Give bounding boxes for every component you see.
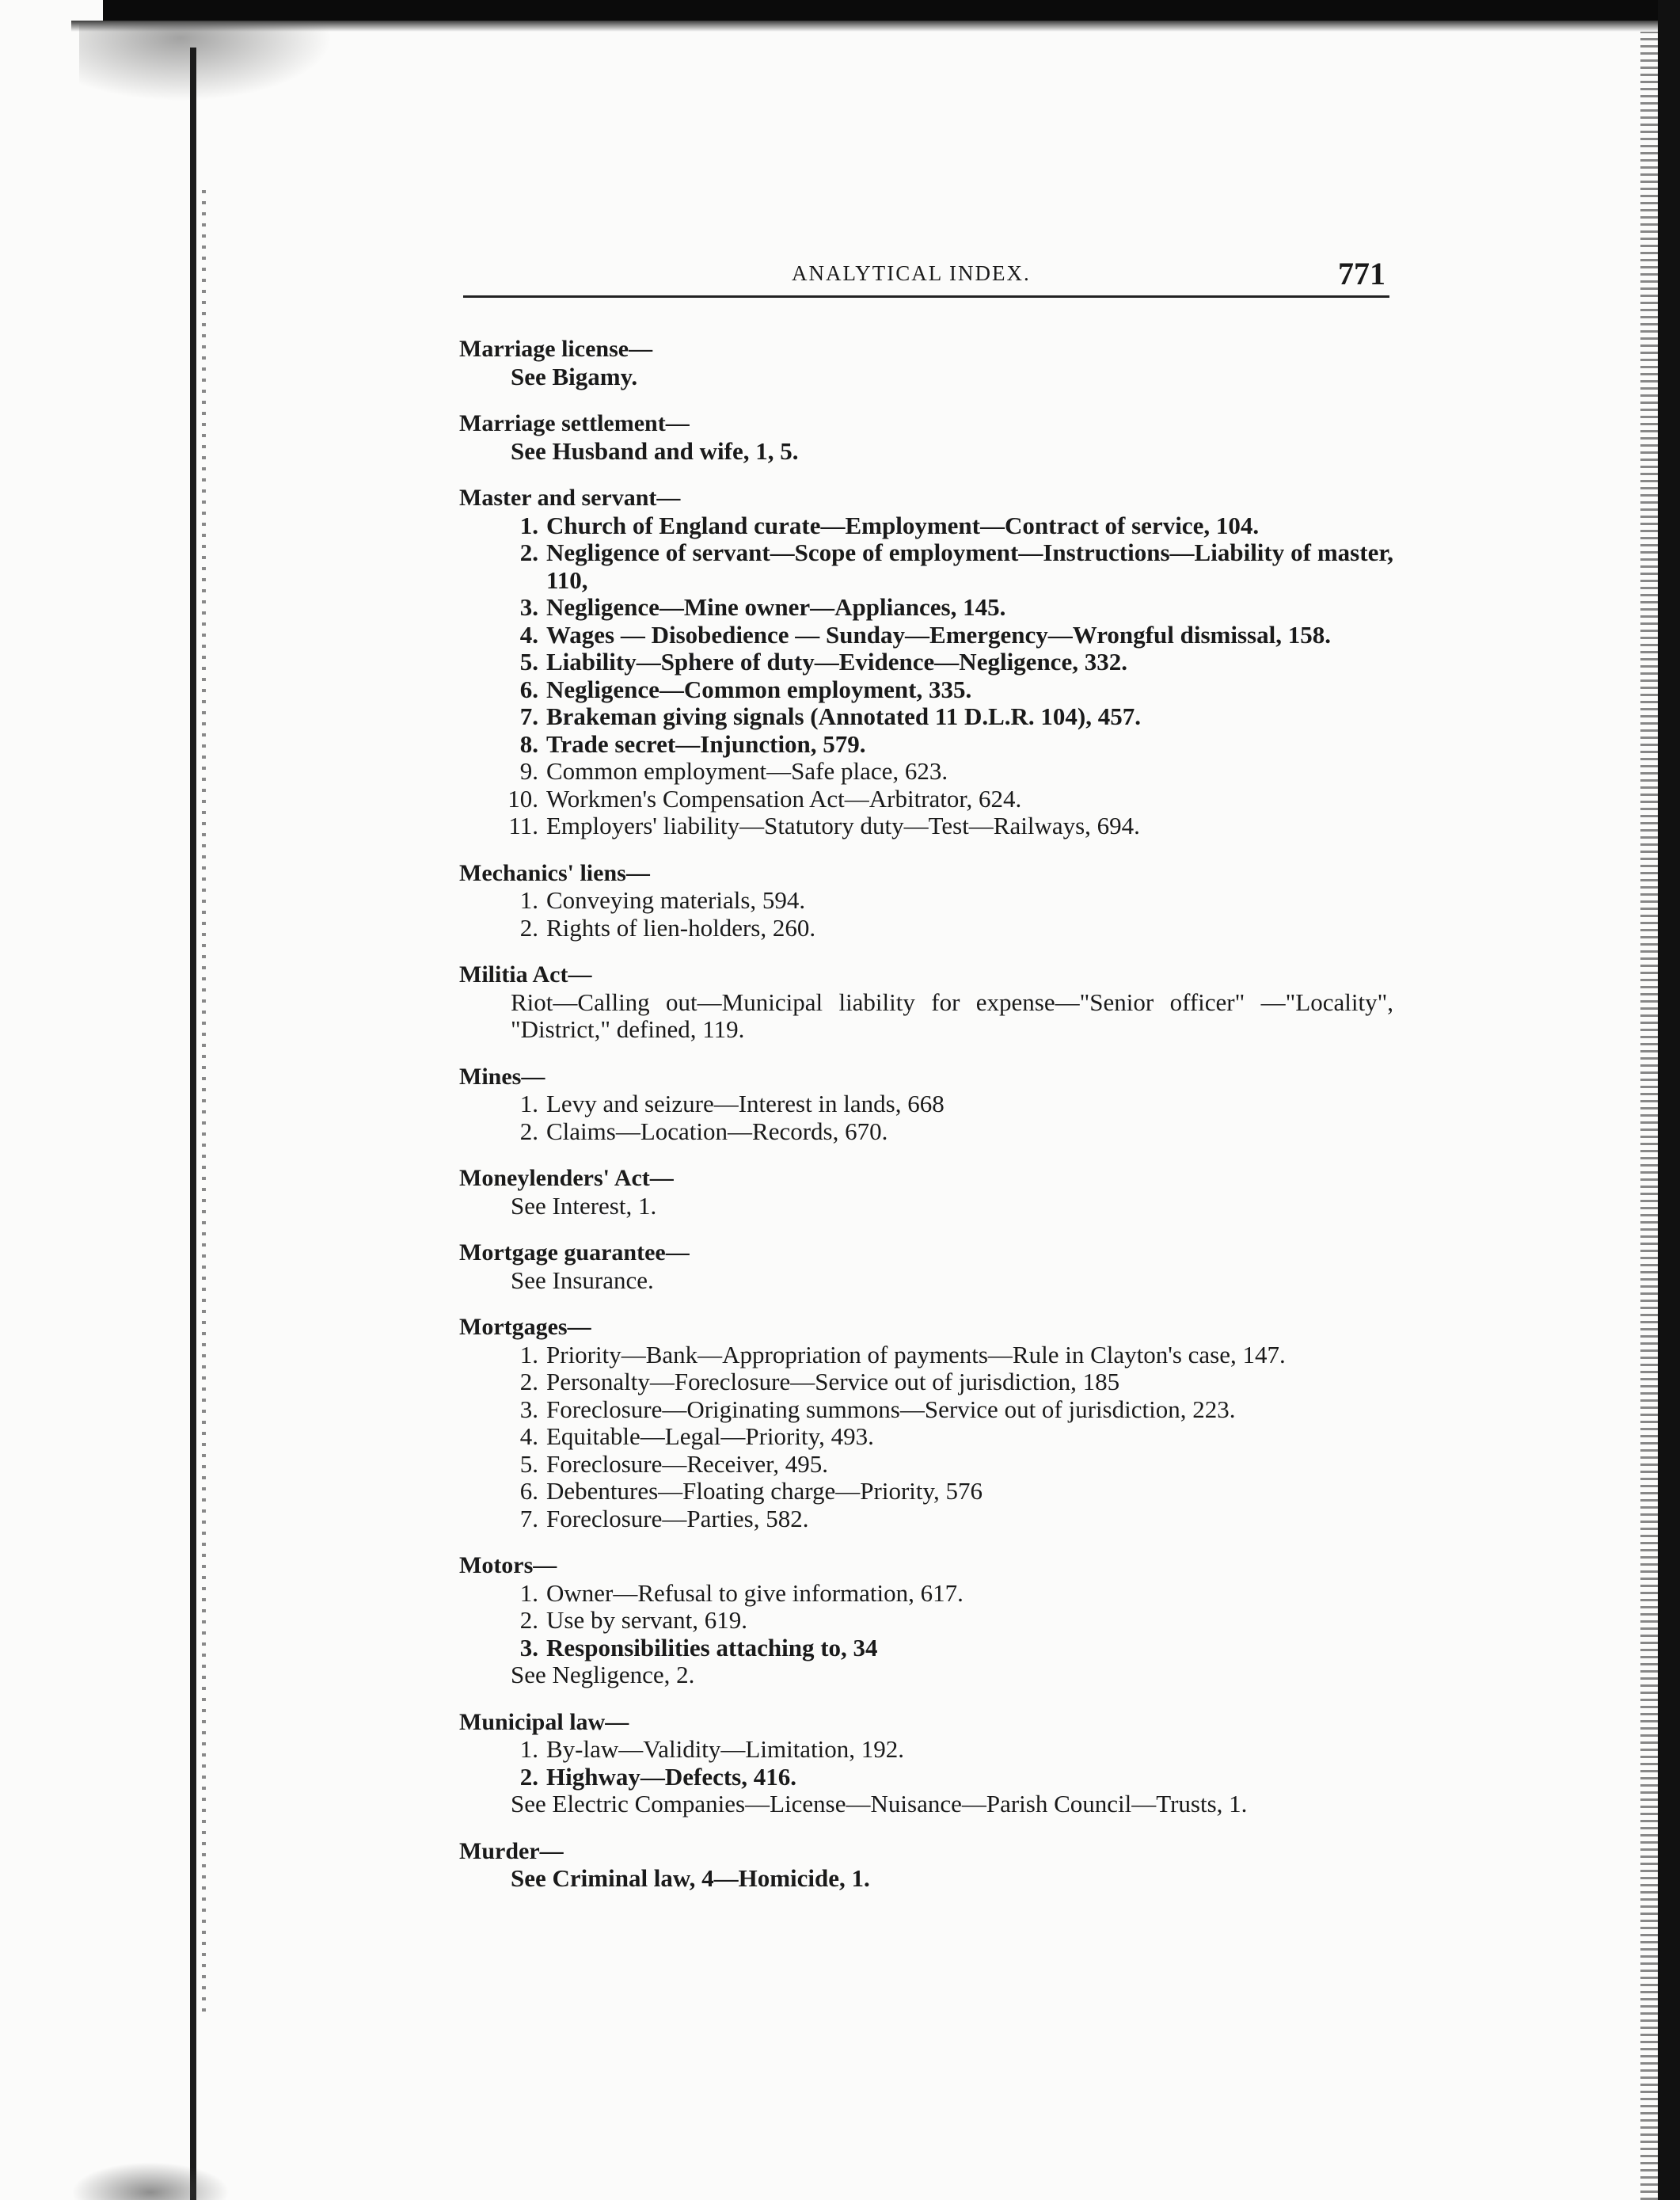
index-item — [459, 1451, 1393, 1479]
item-text: Negligence—Mine owner—Appliances, 145. — [546, 593, 1006, 621]
item-number: 3. — [519, 593, 538, 621]
entry-heading: Militia Act— — [459, 961, 592, 988]
index-item — [459, 1090, 1393, 1118]
entry-heading: Mines— — [459, 1063, 545, 1090]
item-text: Common employment—Safe place, 623. — [546, 757, 948, 785]
index-entry — [459, 410, 1393, 465]
entry-heading: Mortgage guarantee— — [459, 1239, 690, 1266]
item-number: 7. — [519, 1504, 538, 1532]
see-reference: See Criminal law, 4—Homicide, 1. — [511, 1864, 870, 1892]
entry-heading: Mechanics' liens— — [459, 859, 650, 886]
item-number: 8. — [519, 729, 538, 758]
index-item — [459, 731, 1393, 759]
item-number: 2. — [519, 1762, 538, 1791]
item-text: Liability—Sphere of duty—Evidence—Negligence, 332. — [546, 648, 1127, 676]
item-number: 9. — [519, 757, 538, 785]
item-number: 7. — [519, 702, 538, 730]
item-number: 1. — [519, 511, 538, 539]
item-text: Foreclosure—Originating summons—Service out of jurisdiction, 223. — [546, 1395, 1236, 1423]
item-text: See Negligence, 2. — [511, 1661, 695, 1688]
item-number: 1. — [519, 886, 538, 914]
item-text: Trade secret—Injunction, 579. — [546, 729, 866, 758]
item-text: Foreclosure—Parties, 582. — [546, 1504, 809, 1532]
index-item — [459, 1607, 1393, 1635]
item-number: 6. — [519, 675, 538, 703]
item-number: 2. — [519, 913, 538, 942]
item-number: 2. — [519, 1368, 538, 1395]
index-entry — [459, 1314, 1393, 1532]
item-number: 11. — [508, 812, 538, 839]
item-number: 1. — [519, 1735, 538, 1763]
item-text: Priority—Bank—Appropriation of payments—Rule in Clayton's case, 147. — [546, 1340, 1286, 1368]
entry-heading: Marriage settlement— — [459, 410, 690, 436]
item-text: Riot—Calling out—Municipal liability for expense—"Senior officer" —"Locality", "District," defined, 119. — [511, 988, 1393, 1043]
entry-heading: Marriage license— — [459, 336, 653, 362]
index-item — [459, 1505, 1393, 1533]
entry-items — [459, 1342, 1393, 1533]
item-number: 1. — [519, 1090, 538, 1117]
item-text: Use by servant, 619. — [546, 1606, 747, 1634]
index-item — [459, 1791, 1393, 1818]
item-text: Responsibilities attaching to, 34 — [546, 1633, 878, 1661]
index-item — [459, 1423, 1393, 1451]
item-text: Conveying materials, 594. — [546, 886, 806, 914]
header-rule — [463, 295, 1389, 298]
entry-heading: Municipal law— — [459, 1708, 629, 1735]
index-item — [459, 1580, 1393, 1608]
scan-smudge — [79, 22, 333, 101]
item-text: Debentures—Floating charge—Priority, 576 — [546, 1477, 983, 1505]
item-number: 4. — [519, 1422, 538, 1450]
entry-items — [459, 1580, 1393, 1689]
item-text: See Electric Companies—License—Nuisance—Parish Council—Trusts, 1. — [511, 1790, 1248, 1817]
entry-heading: Mortgages— — [459, 1314, 591, 1340]
item-number: 2. — [519, 1606, 538, 1634]
item-text: Employers' liability—Statutory duty—Test—Railways, 694. — [546, 812, 1140, 839]
entry-items — [459, 989, 1393, 1044]
entry-items — [459, 1736, 1393, 1818]
item-number: 5. — [519, 648, 538, 676]
index-item — [459, 1118, 1393, 1146]
index-item — [459, 512, 1393, 540]
index-item — [459, 649, 1393, 676]
item-number: 1. — [519, 1578, 538, 1607]
entry-heading: Motors— — [459, 1552, 557, 1578]
index-item — [459, 1635, 1393, 1662]
index-item — [459, 813, 1393, 840]
item-text: Brakeman giving signals (Annotated 11 D.L.R. 104), 457. — [546, 702, 1141, 730]
item-text: Personalty—Foreclosure—Service out of jurisdiction, 185 — [546, 1368, 1120, 1395]
item-number: 2. — [519, 1117, 538, 1145]
see-reference: See Bigamy. — [511, 362, 638, 390]
index-item — [459, 1478, 1393, 1505]
scan-border-left — [190, 48, 196, 2200]
entry-items — [459, 512, 1393, 840]
item-number: 5. — [519, 1449, 538, 1478]
item-text: Highway—Defects, 416. — [546, 1762, 796, 1791]
item-text: Wages — Disobedience — Sunday—Emergency—Wrongful dismissal, 158. — [546, 620, 1331, 649]
item-text: Equitable—Legal—Priority, 493. — [546, 1422, 874, 1450]
see-reference: See Husband and wife, 1, 5. — [511, 436, 799, 465]
index-entry — [459, 1709, 1393, 1818]
index-item — [459, 622, 1393, 649]
index-item — [459, 786, 1393, 813]
index-item — [459, 703, 1393, 731]
item-text: By-law—Validity—Limitation, 192. — [546, 1735, 905, 1763]
item-number: 4. — [519, 620, 538, 649]
index-item — [459, 676, 1393, 704]
item-number: 10. — [507, 784, 538, 813]
item-text: Claims—Location—Records, 670. — [546, 1117, 888, 1145]
index-item — [459, 915, 1393, 942]
item-text: Owner—Refusal to give information, 617. — [546, 1578, 964, 1607]
index-entry — [459, 485, 1393, 840]
entry-heading: Moneylenders' Act— — [459, 1165, 674, 1191]
index-entry — [459, 336, 1393, 390]
item-number: 1. — [519, 1340, 538, 1368]
index-item — [459, 594, 1393, 622]
scan-noise-right — [1640, 32, 1658, 2200]
entry-items — [459, 1090, 1393, 1145]
item-text: Negligence—Common employment, 335. — [546, 675, 972, 703]
index-body — [459, 336, 1393, 1913]
scan-border-top — [103, 0, 1680, 21]
index-item — [459, 1396, 1393, 1424]
running-head: ANALYTICAL INDEX. — [792, 261, 1031, 285]
item-number: 2. — [519, 539, 538, 566]
index-item — [459, 1661, 1393, 1689]
index-entry — [459, 1064, 1393, 1146]
item-text: Church of England curate—Employment—Contract of service, 104. — [546, 511, 1260, 539]
entry-items — [459, 887, 1393, 942]
item-number: 3. — [519, 1395, 538, 1423]
index-entry — [459, 1552, 1393, 1689]
index-item — [459, 1736, 1393, 1764]
item-text: Levy and seizure—Interest in lands, 668 — [546, 1090, 945, 1117]
index-entry — [459, 961, 1393, 1044]
scan-smudge-bottom — [71, 2162, 230, 2200]
item-text: Rights of lien-holders, 260. — [546, 913, 816, 942]
item-number: 6. — [519, 1477, 538, 1505]
index-item — [459, 989, 1393, 1044]
index-item — [459, 1764, 1393, 1791]
item-text: Negligence of servant—Scope of employment—Instructions—Liability of master, 110, — [546, 539, 1393, 594]
scan-noise-left — [202, 190, 206, 2012]
index-item — [459, 887, 1393, 915]
index-item — [459, 758, 1393, 786]
entry-heading: Master and servant— — [459, 485, 681, 511]
page-number: 771 — [1338, 256, 1385, 291]
see-reference: See Interest, 1. — [511, 1191, 657, 1220]
index-entry — [459, 860, 1393, 942]
entry-heading: Murder— — [459, 1837, 564, 1864]
item-text: Foreclosure—Receiver, 495. — [546, 1449, 829, 1478]
index-item — [459, 1368, 1393, 1396]
item-number: 3. — [519, 1633, 538, 1661]
index-entry — [459, 1838, 1393, 1893]
index-entry — [459, 1165, 1393, 1220]
see-reference: See Insurance. — [511, 1266, 654, 1294]
index-item — [459, 1342, 1393, 1369]
index-item — [459, 539, 1393, 594]
scan-border-right — [1658, 0, 1680, 2200]
index-entry — [459, 1239, 1393, 1294]
item-text: Workmen's Compensation Act—Arbitrator, 624. — [546, 784, 1022, 813]
